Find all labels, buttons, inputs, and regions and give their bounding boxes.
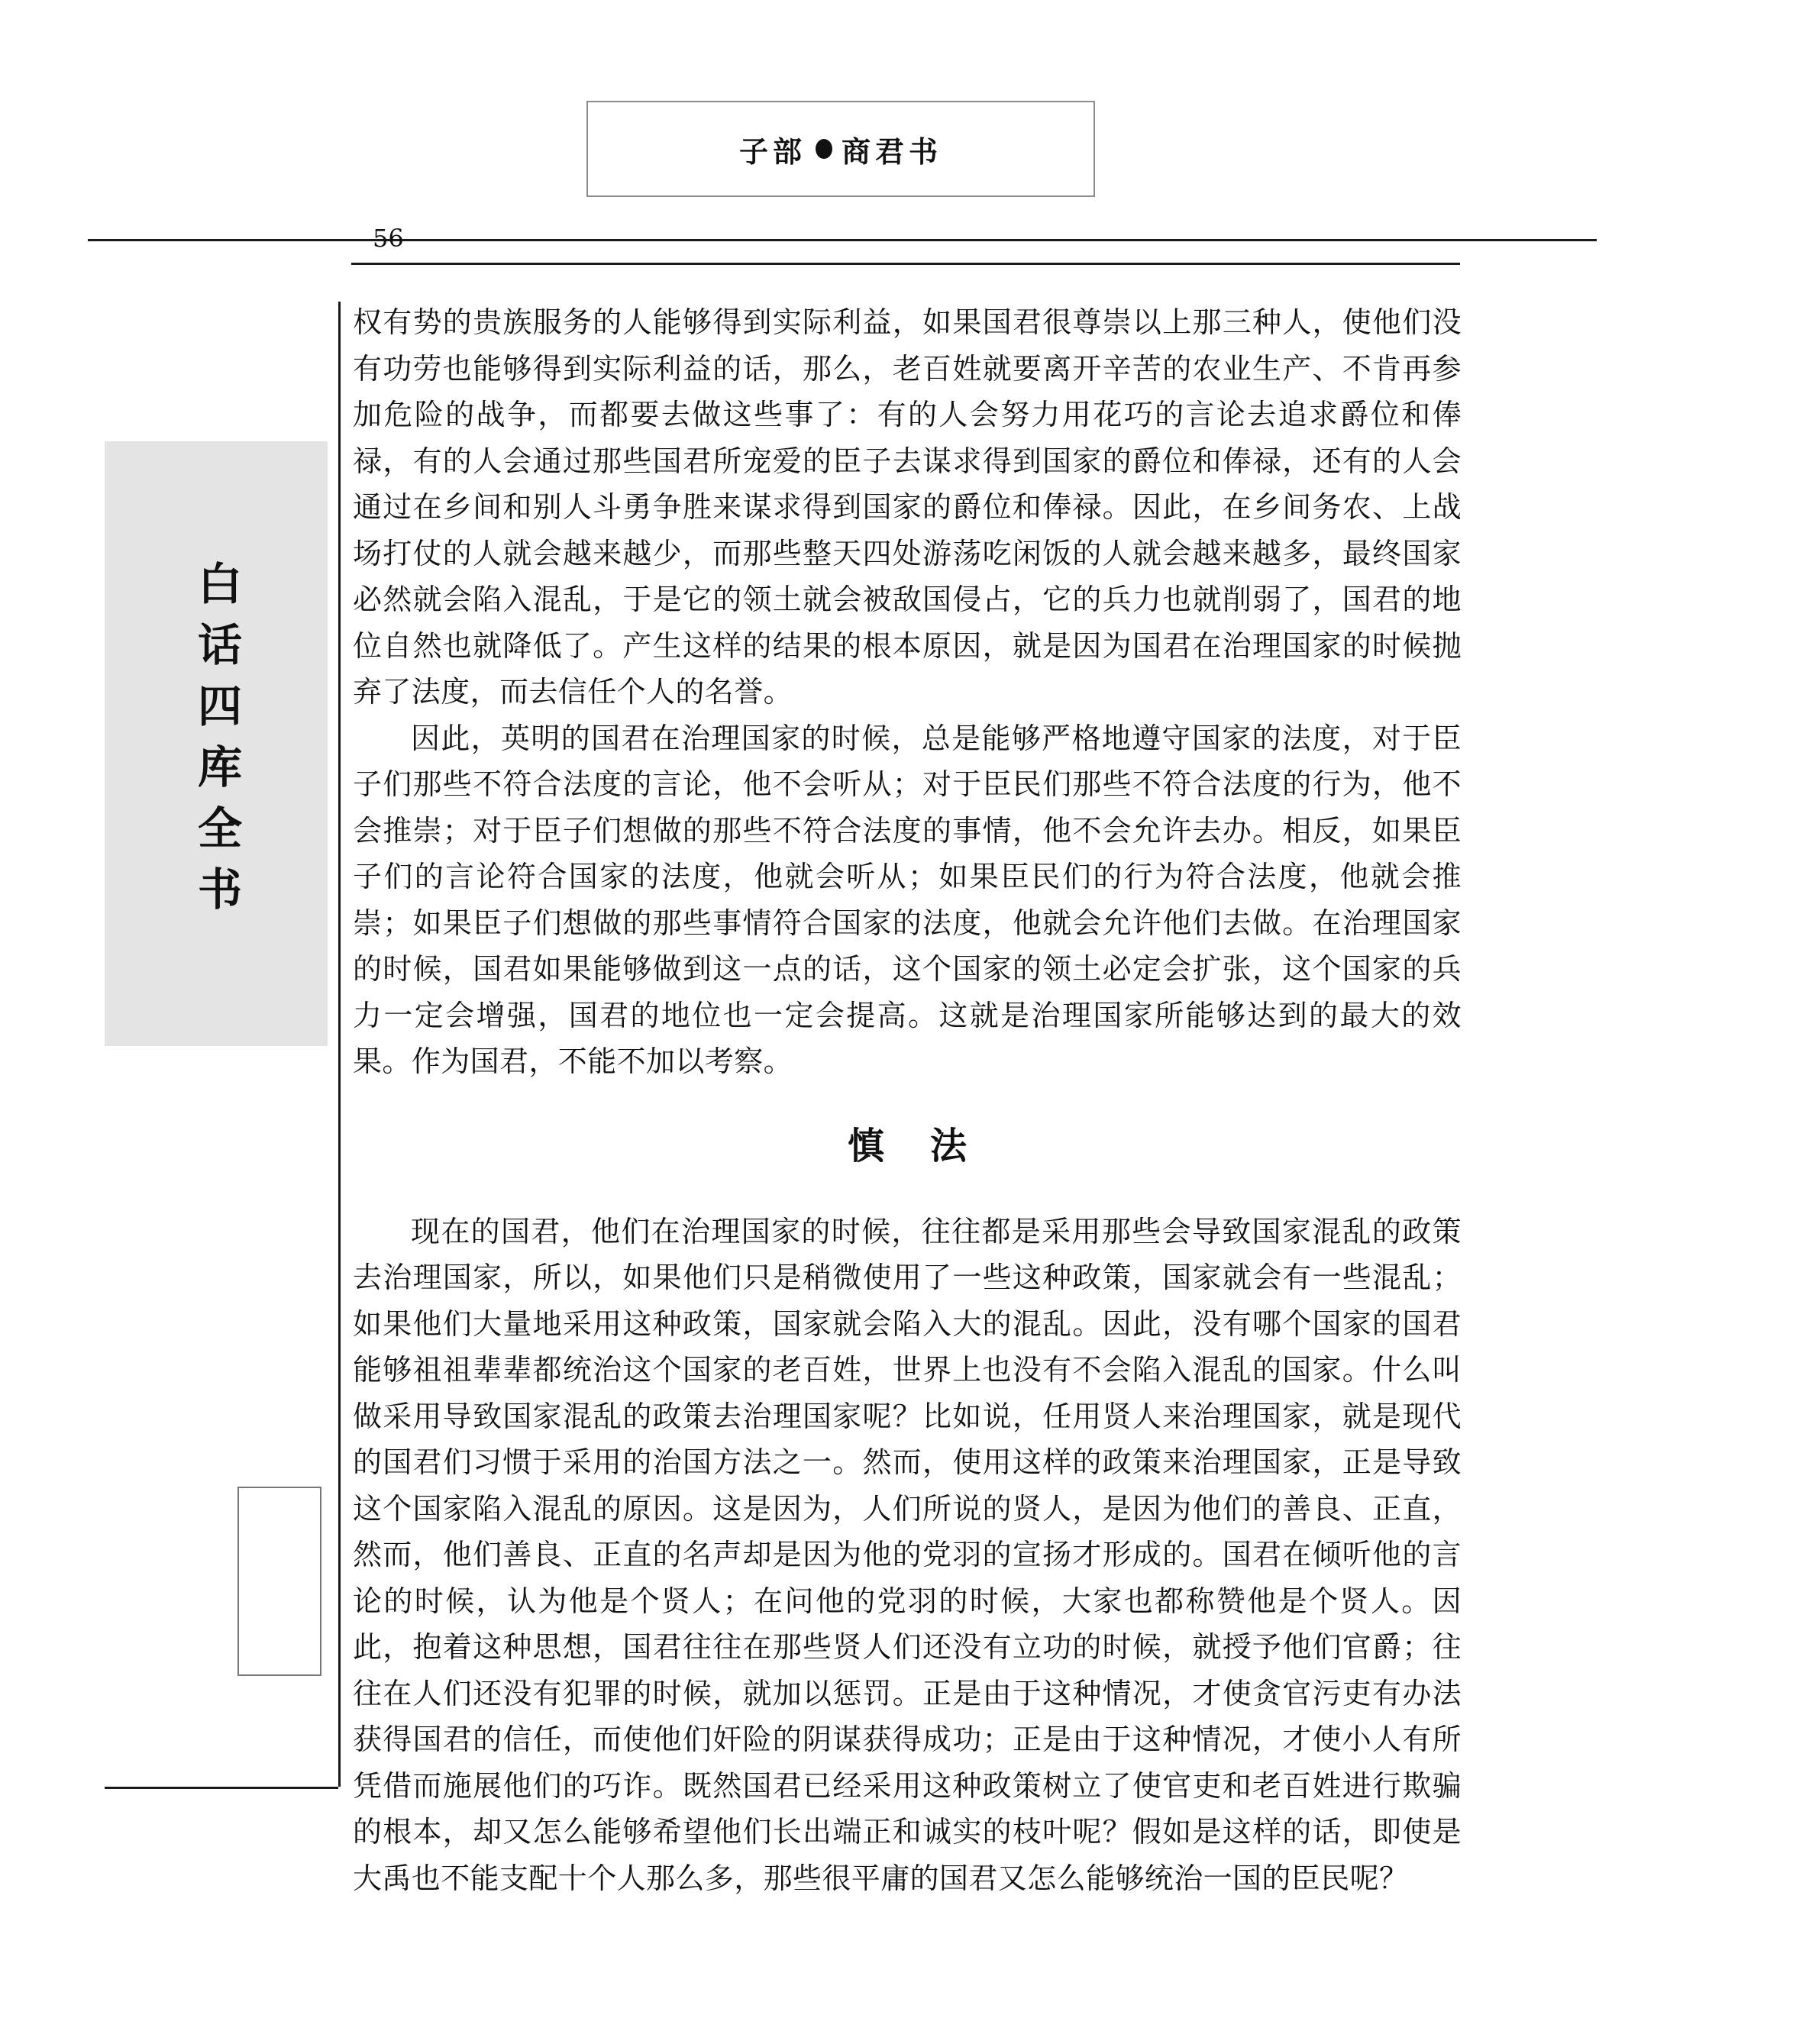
series-title-panel: [105, 441, 328, 1046]
header-book: 商君书: [842, 134, 943, 169]
top-rule: [88, 239, 1597, 241]
margin-bottom-rule: [105, 1787, 338, 1789]
paragraph: 现在的国君，他们在治理国家的时候，往往都是采用那些会导致国家混乱的政策去治理国家，所以，如果他们只是稍微使用了一些这种政策，国家就会有一些混乱；如果他们大量地采用这种政策，国家就会陷入大的混乱。因此，没有哪个国家的国君能够祖祖辈辈都统治这个国家的老百姓，世界上也没有不会陷入混乱的国家。什么叫做采用导致国家混乱的政策去治理国家呢？比如说，任用贤人来治理国家，就是现代的国君们习惯于采用的治国方法之一。然而，使用这样的政策来治理国家，正是导致这个国家陷入混乱的原因。这是因为，人们所说的贤人，是因为他们的善良、正直，然而，他们善良、正直的名声却是因为他的党羽的宣扬才形成的。国君在倾听他的言论的时候，认为他是个贤人；在问他的党羽的时候，大家也都称赞他是个贤人。因此，抱着这种思想，国君往往在那些贤人们还没有立功的时候，就授予他们官爵；往往在人们还没有犯罪的时候，就加以惩罚。正是由于这种情况，才使贪官污吏有办法获得国君的信任，而使他们奸险的阴谋获得成功；正是由于这种情况，才使小人有所凭借而施展他们的巧诈。既然国君已经采用这种政策树立了使官吏和老百姓进行欺骗的根本，却又怎么能够希望他们长出端正和诚实的枝叶呢？假如是这样的话，即使是大禹也不能支配十个人那么多，那些很平庸的国君又怎么能够统治一国的臣民呢？: [353, 1214, 1462, 1895]
margin-vertical-rule: [338, 302, 341, 1787]
paragraph: 权有势的贵族服务的人能够得到实际利益，如果国君很尊崇以上那三种人，使他们没有功劳也能够得到实际利益的话，那么，老百姓就要离开辛苦的农业生产、不肯再参加危险的战争，而都要去做这些事了：有的人会努力用花巧的言论去追求爵位和俸禄，有的人会通过那些国君所宠爱的臣子去谋求得到国家的爵位和俸禄，还有的人会通过在乡间和别人斗勇争胜来谋求得到国家的爵位和俸禄。因此，在乡间务农、上战场打仗的人就会越来越少，而那些整天四处游荡吃闲饭的人就会越来越多，最终国家必然就会陷入混乱，于是它的领土就会被敌国侵占，它的兵力也就削弱了，国君的地位自然也就降低了。产生这样的结果的根本原因，就是因为国君在治理国家的时候抛弃了法度，而去信任个人的名誉。: [353, 305, 1462, 709]
running-header: [586, 101, 1095, 197]
text-top-rule: [351, 263, 1460, 265]
main-text: [353, 299, 1462, 1901]
header-part: 子部: [738, 134, 806, 169]
header-bullet-icon: [816, 139, 832, 159]
series-title: 白话四库全书: [190, 560, 242, 927]
margin-box: [237, 1487, 321, 1676]
page-number: 56: [373, 224, 404, 253]
paragraph: 因此，英明的国君在治理国家的时候，总是能够严格地遵守国家的法度，对于臣子们那些不符合法度的言论，他不会听从；对于臣民们那些不符合法度的行为，他不会推崇；对于臣子们想做的那些不符合法度的事情，他不会允许去办。相反，如果臣子们的言论符合国家的法度，他就会听从；如果臣民们的行为符合法度，他就会推崇；如果臣子们想做的那些事情符合国家的法度，他就会允许他们去做。在治理国家的时候，国君如果能够做到这一点的话，这个国家的领土必定会扩张，这个国家的兵力一定会增强，国君的地位也一定会提高。这就是治理国家所能够达到的最大的效果。作为国君，不能不加以考察。: [353, 721, 1462, 1078]
section-title: 慎法: [847, 1124, 1013, 1167]
